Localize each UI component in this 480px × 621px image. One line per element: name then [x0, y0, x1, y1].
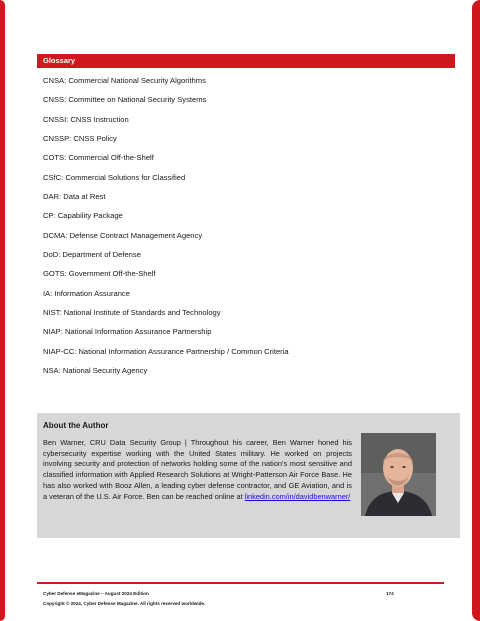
- glossary-item: IA: Information Assurance: [43, 288, 130, 298]
- glossary-item: GOTS: Government Off-the-Shelf: [43, 269, 156, 279]
- about-author-heading: About the Author: [43, 421, 109, 430]
- glossary-item: NIAP: National Information Assurance Partnership: [43, 327, 212, 337]
- author-linkedin-link[interactable]: linkedin.com/in/davidbenwarner/: [244, 491, 351, 501]
- glossary-item: NSA: National Security Agency: [43, 366, 148, 376]
- glossary-heading: Glossary: [37, 54, 455, 68]
- glossary-item: CNSSP: CNSS Policy: [43, 134, 117, 144]
- glossary-item: DCMA: Defense Contract Management Agency: [43, 230, 203, 240]
- glossary-item: CNSA: Commercial National Security Algorithms: [43, 76, 206, 85]
- right-edge-accent: [472, 0, 480, 621]
- glossary-item: DAR: Data at Rest: [43, 192, 106, 202]
- author-photo: [361, 433, 436, 516]
- glossary-item: DoD: Department of Defense: [43, 250, 141, 260]
- author-bio: [43, 438, 352, 502]
- footer-edition: Cyber Defense eMagazine – August 2024 Edition: [43, 591, 149, 596]
- glossary-item: COTS: Commercial Off-the-Shelf: [43, 153, 154, 163]
- glossary-item: NIAP-CC: National Information Assurance Partnership / Common Criteria: [43, 346, 289, 356]
- glossary-item: CP: Capability Package: [43, 211, 123, 221]
- glossary-item: NIST: National Institute of Standards and Technology: [43, 308, 221, 318]
- glossary-item: CNSS: Committee on National Security Systems: [43, 95, 207, 105]
- glossary-item: CNSSI: CNSS Instruction: [43, 114, 129, 124]
- left-edge-accent: [0, 0, 5, 621]
- page-number: 174: [386, 591, 394, 596]
- glossary-item: CSfC: Commercial Solutions for Classified: [43, 172, 186, 182]
- glossary-list: [43, 76, 453, 386]
- about-author-box: [37, 413, 460, 538]
- footer-copyright: Copyright © 2024, Cyber Defense Magazine. All rights reserved worldwide.: [43, 601, 206, 606]
- footer-divider: [37, 582, 444, 584]
- author-bio-text: Ben Warner, CRU Data Security Group | Throughout his career, Ben Warner honed his cybersecurity expertise working with the United States military. He worked on projects involving security and protection of networks holding some of the nation's most sensitive and classified information with Applied Research Solutions at Wright-Patterson Air Force Base. He has also worked with Booz Allen, a leading cyber defense contractor, and GE Aviation, and is a veteran of the U.S. Air Force. Ben can be reached online at: [43, 438, 352, 501]
